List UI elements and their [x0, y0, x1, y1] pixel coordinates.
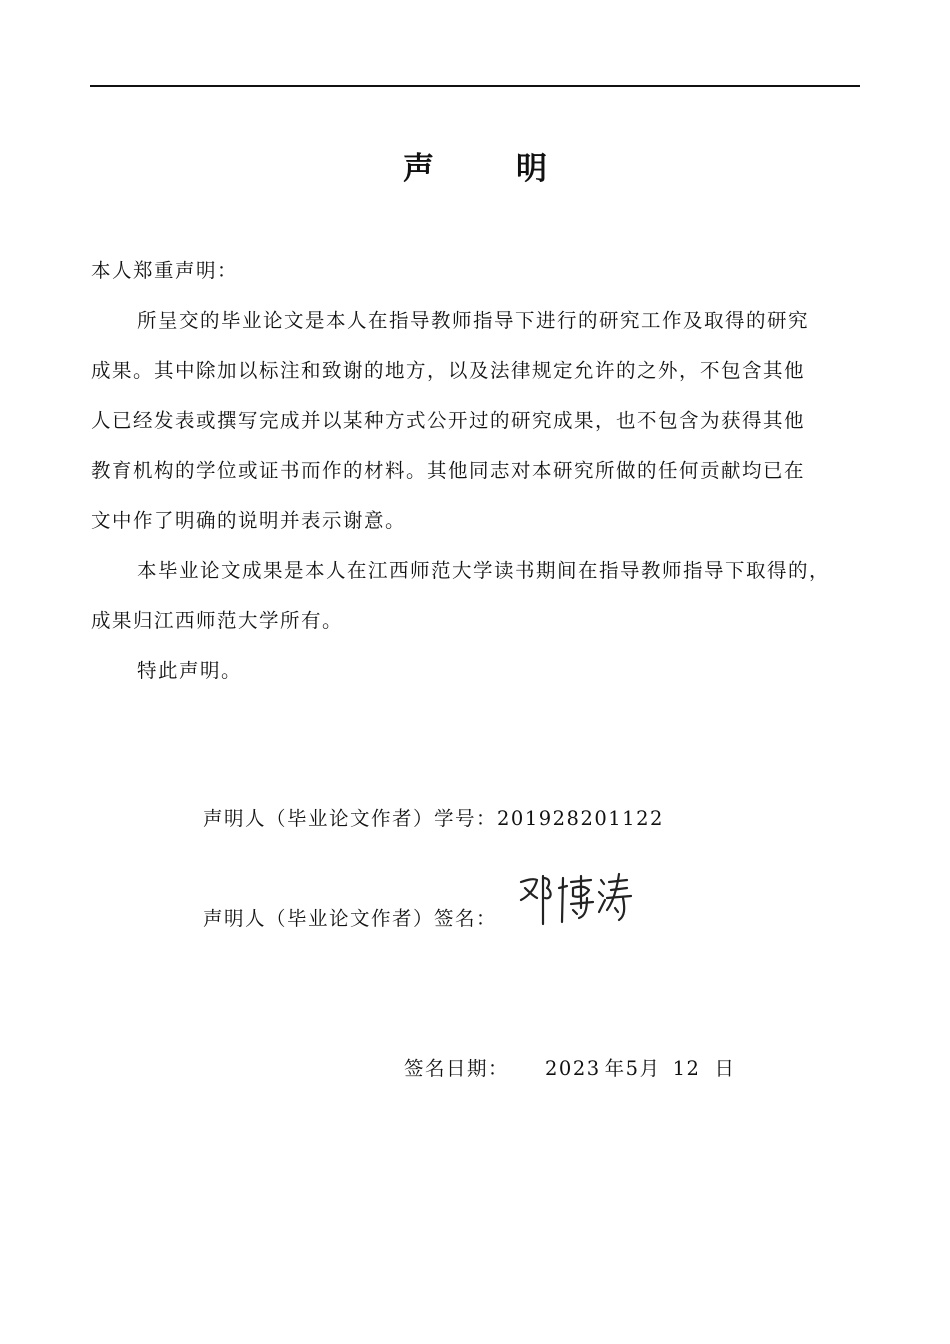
para1-line-5: 文中作了明确的说明并表示谢意。 [91, 509, 407, 532]
date-day-unit: 日 [714, 1057, 736, 1080]
date-month-unit: 月 [639, 1057, 661, 1080]
header-rule [90, 85, 860, 87]
student-id-value: 201928201122 [497, 807, 664, 830]
student-id-label: 声明人（毕业论文作者）学号： [203, 807, 498, 830]
para1-line-3: 人已经发表或撰写完成并以某种方式公开过的研究成果，也不包含为获得其他 [91, 409, 806, 432]
para1-line-2: 成果。其中除加以标注和致谢的地方，以及法律规定允许的之外，不包含其他 [91, 359, 806, 382]
title-char-2: 明 [516, 151, 547, 187]
date-label: 签名日期： [404, 1057, 510, 1080]
opening-line: 本人郑重声明： [91, 259, 239, 282]
closing-line: 特此声明。 [137, 659, 243, 682]
para1-line-1: 所呈交的毕业论文是本人在指导教师指导下进行的研究工作及取得的研究 [137, 309, 810, 332]
para2-line-1: 本毕业论文成果是本人在江西师范大学读书期间在指导教师指导下取得的， [137, 559, 831, 582]
page-title [0, 143, 950, 188]
title-char-1: 声 [403, 151, 434, 187]
signing-date-row [404, 1053, 735, 1081]
date-year-unit: 年 [604, 1057, 626, 1080]
para2-line-2: 成果归江西师范大学所有。 [91, 609, 344, 632]
date-year: 2023 [545, 1057, 601, 1080]
student-id-row [203, 803, 664, 831]
date-month: 5 [625, 1057, 640, 1080]
para1-line-4: 教育机构的学位或证书而作的材料。其他同志对本研究所做的任何贡献均已在 [91, 459, 806, 482]
handwritten-signature [515, 868, 635, 930]
signature-label: 声明人（毕业论文作者）签名： [203, 907, 498, 930]
date-day: 12 [672, 1057, 701, 1080]
